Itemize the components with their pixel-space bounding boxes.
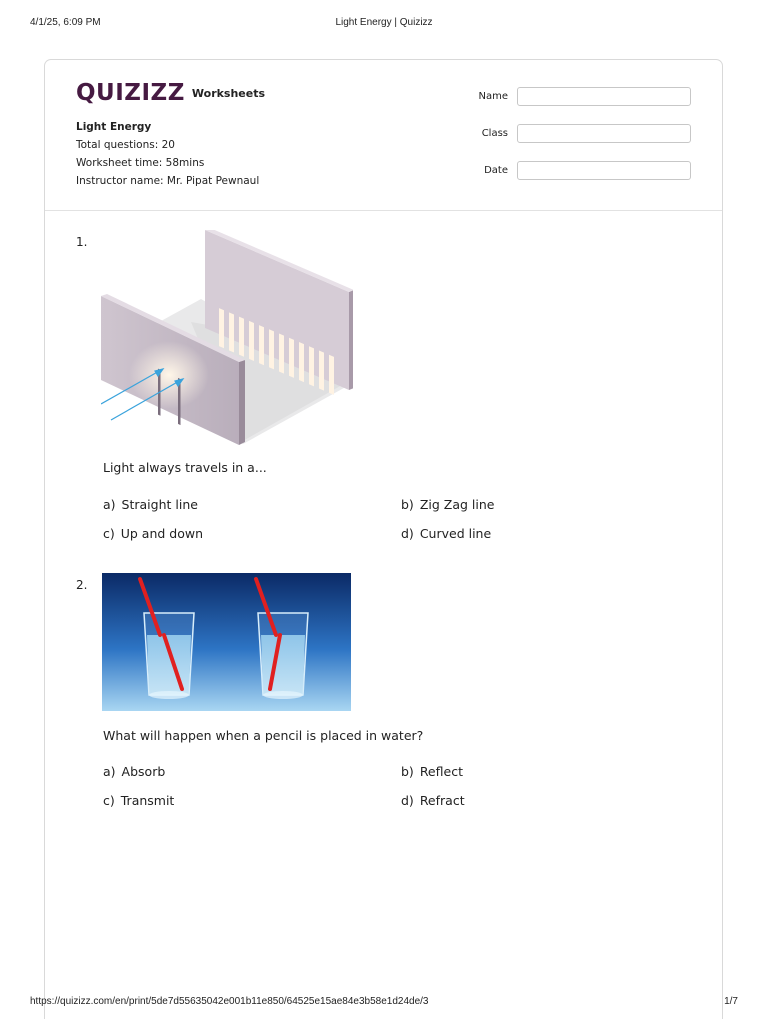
- worksheet-header: [45, 60, 722, 211]
- question-number: 1.: [76, 235, 88, 249]
- brand: [76, 80, 265, 106]
- question-text: What will happen when a pencil is placed in water?: [103, 728, 424, 743]
- class-label: Class: [481, 128, 508, 139]
- total-questions: Total questions: 20: [76, 139, 175, 151]
- print-url[interactable]: https://quizizz.com/en/print/5de7d55635042e001b11e850/64525e15ae84e3b58e1d24de/3: [30, 996, 429, 1007]
- class-field[interactable]: [517, 124, 691, 143]
- option-b[interactable]: b) Reflect: [401, 764, 463, 779]
- instructor-name: Instructor name: Mr. Pipat Pewnaul: [76, 175, 260, 187]
- option-b[interactable]: b) Zig Zag line: [401, 497, 495, 512]
- option-c[interactable]: c) Transmit: [103, 793, 175, 808]
- name-field[interactable]: [517, 87, 691, 106]
- straws-in-water-glasses-icon: [102, 573, 351, 711]
- date-label: Date: [484, 165, 508, 176]
- brand-subtitle: Worksheets: [191, 86, 266, 100]
- option-d[interactable]: d) Curved line: [401, 526, 492, 541]
- quizizz-logo: QUIZIZZ: [76, 80, 185, 106]
- option-a[interactable]: a) Absorb: [103, 764, 166, 779]
- print-page-title: Light Energy | Quizizz: [335, 17, 433, 28]
- worksheet-info: [76, 118, 259, 190]
- option-a[interactable]: a) Straight line: [103, 497, 198, 512]
- worksheet-card: [44, 59, 723, 1019]
- option-c[interactable]: c) Up and down: [103, 526, 204, 541]
- print-page-number: 1/7: [724, 996, 738, 1007]
- double-slit-diagram-icon: [101, 230, 353, 445]
- worksheet-time: Worksheet time: 58mins: [76, 157, 205, 169]
- worksheet-title: Light Energy: [76, 121, 152, 133]
- question-text: Light always travels in a...: [103, 460, 267, 475]
- option-d[interactable]: d) Refract: [401, 793, 465, 808]
- print-datetime: 4/1/25, 6:09 PM: [30, 17, 101, 28]
- date-field[interactable]: [517, 161, 691, 180]
- question-number: 2.: [76, 578, 88, 592]
- name-label: Name: [478, 91, 508, 102]
